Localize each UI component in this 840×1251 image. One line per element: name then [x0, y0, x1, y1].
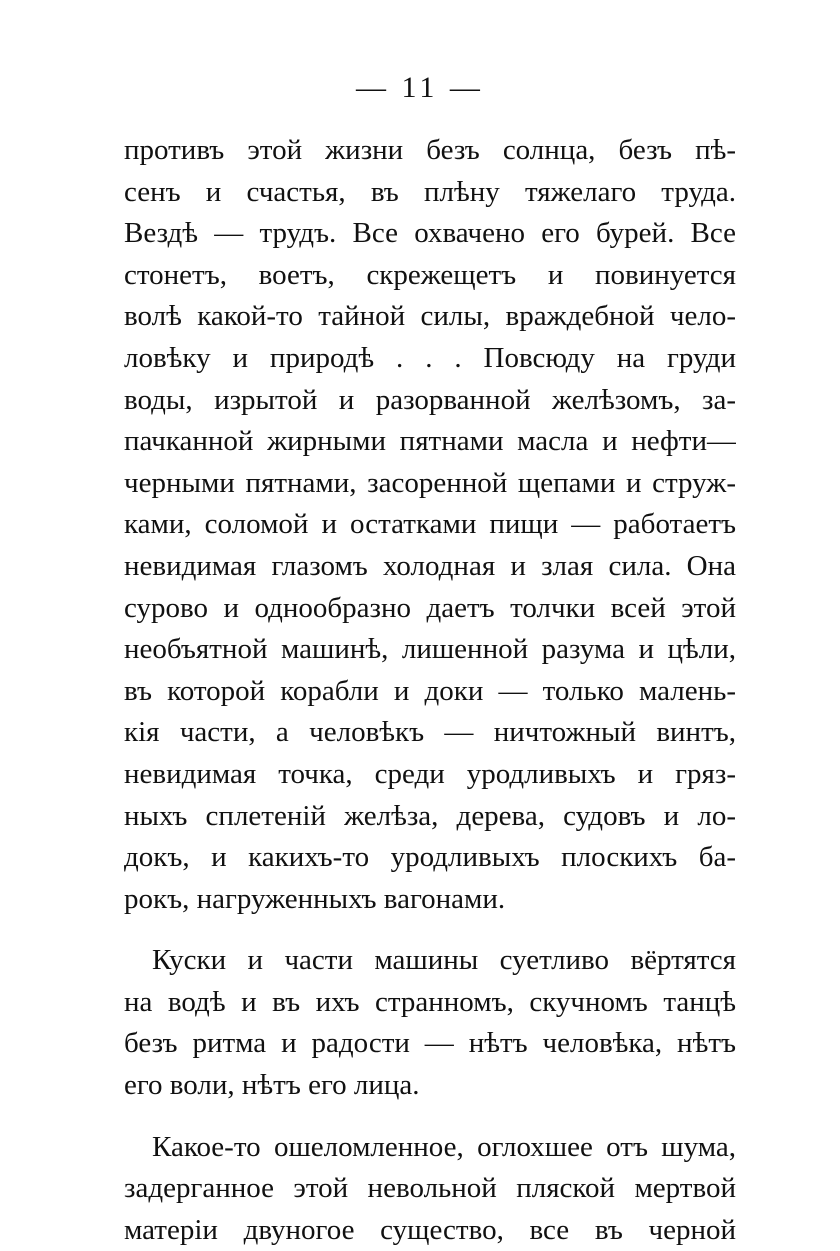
text-line: безъ ритма и радости — нѣтъ человѣка, нѣтъ: [124, 1027, 736, 1060]
paragraph-2: [124, 940, 736, 1106]
text-line: Какое-то ошеломленное, оглохшее отъ шума,: [152, 1130, 736, 1163]
text-line: Вездѣ — трудъ. Все охвачено его бурей. Все: [124, 217, 736, 250]
text-line: противъ этой жизни безъ солнца, безъ пѣ-: [124, 134, 736, 166]
text-line: невидимая точка, среди уродливыхъ и гряз-: [124, 757, 736, 790]
text-line: кія части, а человѣкъ — ничтожный винтъ,: [124, 716, 736, 749]
text-line: ловѣку и природѣ . . . Повсюду на груди: [124, 341, 736, 374]
text-line: стонетъ, воетъ, скрежещетъ и повинуется: [124, 258, 736, 291]
text-line: сурово и однообразно даетъ толчки всей этой: [124, 591, 736, 624]
page-number: — 11 —: [356, 71, 484, 104]
body-text: [124, 130, 736, 1251]
text-line: ныхъ сплетеній желѣза, дерева, судовъ и ло-: [124, 799, 736, 832]
text-line: сенъ и счастья, въ плѣну тяжелаго труда.: [124, 175, 736, 208]
text-line: рокъ, нагруженныхъ вагонами.: [124, 882, 506, 915]
text-line: ками, соломой и остатками пищи — работаетъ: [124, 508, 736, 541]
text-line: матеріи двуногое существо, все въ черной: [124, 1213, 736, 1246]
text-line: задерганное этой невольной пляской мертвой: [124, 1172, 736, 1205]
text-line: въ которой корабли и доки — только малень-: [124, 674, 736, 707]
text-line: черными пятнами, засоренной щепами и струж-: [124, 466, 736, 499]
paragraph-1: [124, 130, 736, 920]
text-line: его воли, нѣтъ его лица.: [124, 1069, 420, 1102]
text-line: докъ, и какихъ-то уродливыхъ плоскихъ ба-: [124, 841, 736, 874]
text-line: волѣ какой-то тайной силы, враждебной чело-: [124, 300, 736, 333]
text-line: воды, изрытой и разорванной желѣзомъ, за-: [124, 383, 736, 416]
text-line: необъятной машинѣ, лишенной разума и цѣли,: [124, 633, 736, 666]
paragraph-3: [124, 1127, 736, 1251]
paragraph-spacer: [124, 920, 736, 940]
text-line: Куски и части машины суетливо вёртятся: [152, 944, 736, 977]
paragraph-spacer: [124, 1107, 736, 1127]
text-line: невидимая глазомъ холодная и злая сила. Она: [124, 549, 736, 582]
text-line: на водѣ и въ ихъ странномъ, скучномъ танцѣ: [124, 985, 736, 1018]
text-line: пачканной жирными пятнами масла и нефти—: [124, 425, 736, 458]
